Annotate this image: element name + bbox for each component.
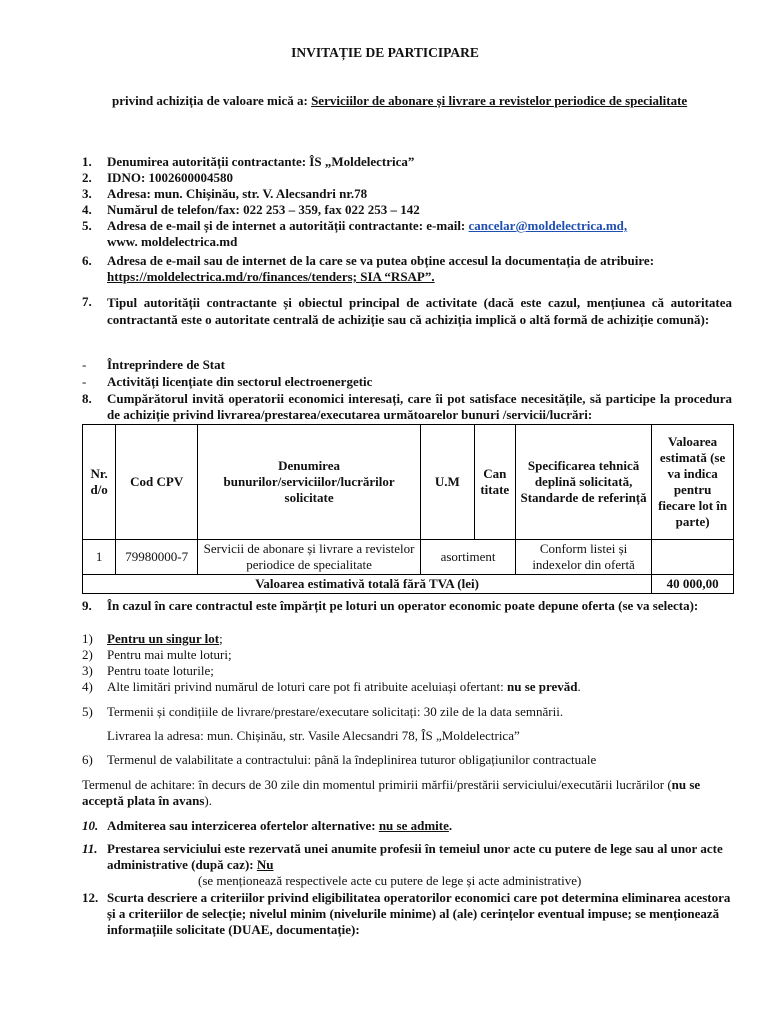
website-text: www. moldelectrica.md [107, 234, 238, 249]
table-header-row [83, 425, 734, 540]
cell-spec: Conform listei și indexelor din ofertă [515, 540, 651, 575]
header-qty: Can titate [474, 425, 515, 540]
header-name: Denumirea bunurilor/serviciilor/lucrărilor solicitate [198, 425, 421, 540]
table-row [83, 540, 734, 575]
total-label: Valoarea estimativă totală fără TVA (lei) [83, 575, 652, 594]
total-value: 40 000,00 [652, 575, 734, 594]
document-page: INVITAȚIE DE PARTICIPARE privind achiziția de valoare mică a: Serviciilor de abonare și livrare a revistelor periodice de specialitate 1. Denumirea autorității contractante: ÎS „Moldelectrica” 2. IDNO: 1002600004580 3. Adresa: mun. Chișinău, str. V. Alecsandri nr.78 4. Numărul de telefon/fax: 022 253 – 359, fax 022 253 – 142 5. Adresa de e-mail și de internet a autorității contractante: e-mail: cancelar@moldelectrica.md, www. moldelectrica.md 6. Adresa de e-mail sau de internet de la care se va putea obține accesul la documentația de atribuire: https://moldelectrica.md/ro/finances/tenders; SIA “RSAP”. 7. Tipul autorității contractante și obiectul principal de activitate (dacă este cazul, mențiunea că autoritatea contractantă este o autoritate centrală de achiziție sau că achiziția implică o altă formă de achiziție comună): - Întreprindere de Stat - Activități licențiate din sectorul electroenergetic 8. Cumpărătorul invită operatorii economici interesați, care îi pot satisface necesitățile, să participe la procedura de achiziție privind livrarea/prestarea/executarea următoarelor bunuri /servicii/lucrări: Nr. d/o Cod CPV Denumirea bunurilor/serviciilor/lucrărilor solicitate U.M Can titate Specificarea tehnică deplină solicitată, Standarde de referință Valoarea estimată (se va indica pentru fiecare lot în parte) 1 79980000-7 Servicii de abonare și livrare a revistelor periodice de specialitate asortiment Conform listei și indexelor din ofertă Valoarea estimativă totală fără TVA (lei) 40 000,00 9. În cazul în care contractul este împărțit pe loturi un operator economic poate depune oferta (se va selecta): 1) Pentru un singur lot; 2) Pentru mai multe loturi; 3) Pentru toate loturile; 4) Alte limitări privind numărul de loturi care pot fi atribuite aceluiași ofertant: nu se prevăd. 5) Termenii și condițiile de livrare/prestare/executare solicitați: 30 zile de la data semnării. Livrarea la adresa: mun. Chișinău, str. Vasile Alecsandri 78, ÎS „Moldelectrica” 6) Termenul de valabilitate a contractului: până la îndeplinirea tuturor obligațiunilor contractuale Termenul de achitare: în decurs de 30 zile din momentul primirii mărfii/prestării serviciului/executării lucrărilor (nu se acceptă plata în avans). 10. Admiterea sau interzicerea ofertelor alternative: nu se admite. 11. Prestarea serviciului este rezervată unei anumite profesii în temeiul unor acte cu putere de lege sau al unor acte administrative (după caz): Nu (se menționează respectivele acte cu putere de lege și acte administrative) 12. Scurta descriere a criteriilor privind eligibilitatea operatorilor economici care pot determina eliminarea acestora și a criteriilor de selecție; nivelul minim (nivelurile minime) al (ale) cerințelor eventual impuse; se menționează informațiile solicitate (DUAE, documentație): [0, 0, 770, 1024]
cell-name: Servicii de abonare și livrare a revistelor periodice de specialitate [198, 540, 421, 575]
header-um: U.M [421, 425, 474, 540]
header-value: Valoarea estimată (se va indica pentru fiecare lot în parte) [652, 425, 734, 540]
header-cpv: Cod CPV [116, 425, 198, 540]
header-spec: Specificarea tehnică deplină solicitată, Standarde de referință [515, 425, 651, 540]
cell-nr: 1 [83, 540, 116, 575]
email-link[interactable]: cancelar@moldelectrica.md, [468, 218, 628, 233]
subtitle-object: Serviciilor de abonare și livrare a revistelor periodice de specialitate [311, 93, 688, 108]
procurement-table [82, 424, 734, 594]
payment-terms: Termenul de achitare: în decurs de 30 zile din momentul primirii mărfii/prestării serviciului/executării lucrărilor (nu se acceptă plata în avans). [82, 777, 701, 808]
subtitle-prefix: privind achiziția de valoare mică a: [112, 93, 312, 108]
table-total-row [83, 575, 734, 594]
tenders-link[interactable]: https://moldelectrica.md/ro/finances/tenders; SIA “RSAP”. [107, 269, 435, 284]
cell-cpv: 79980000-7 [116, 540, 198, 575]
item-11-note: (se menționează respectivele acte cu putere de lege și acte administrative) [198, 873, 582, 888]
document-subtitle [112, 93, 687, 109]
cell-um: asortiment [421, 540, 516, 575]
delivery-address: Livrarea la adresa: mun. Chișinău, str. Vasile Alecsandri 78, ÎS „Moldelectrica” [107, 728, 520, 743]
cell-value [652, 540, 734, 575]
header-nr: Nr. d/o [83, 425, 116, 540]
document-title: INVITAȚIE DE PARTICIPARE [291, 45, 479, 60]
